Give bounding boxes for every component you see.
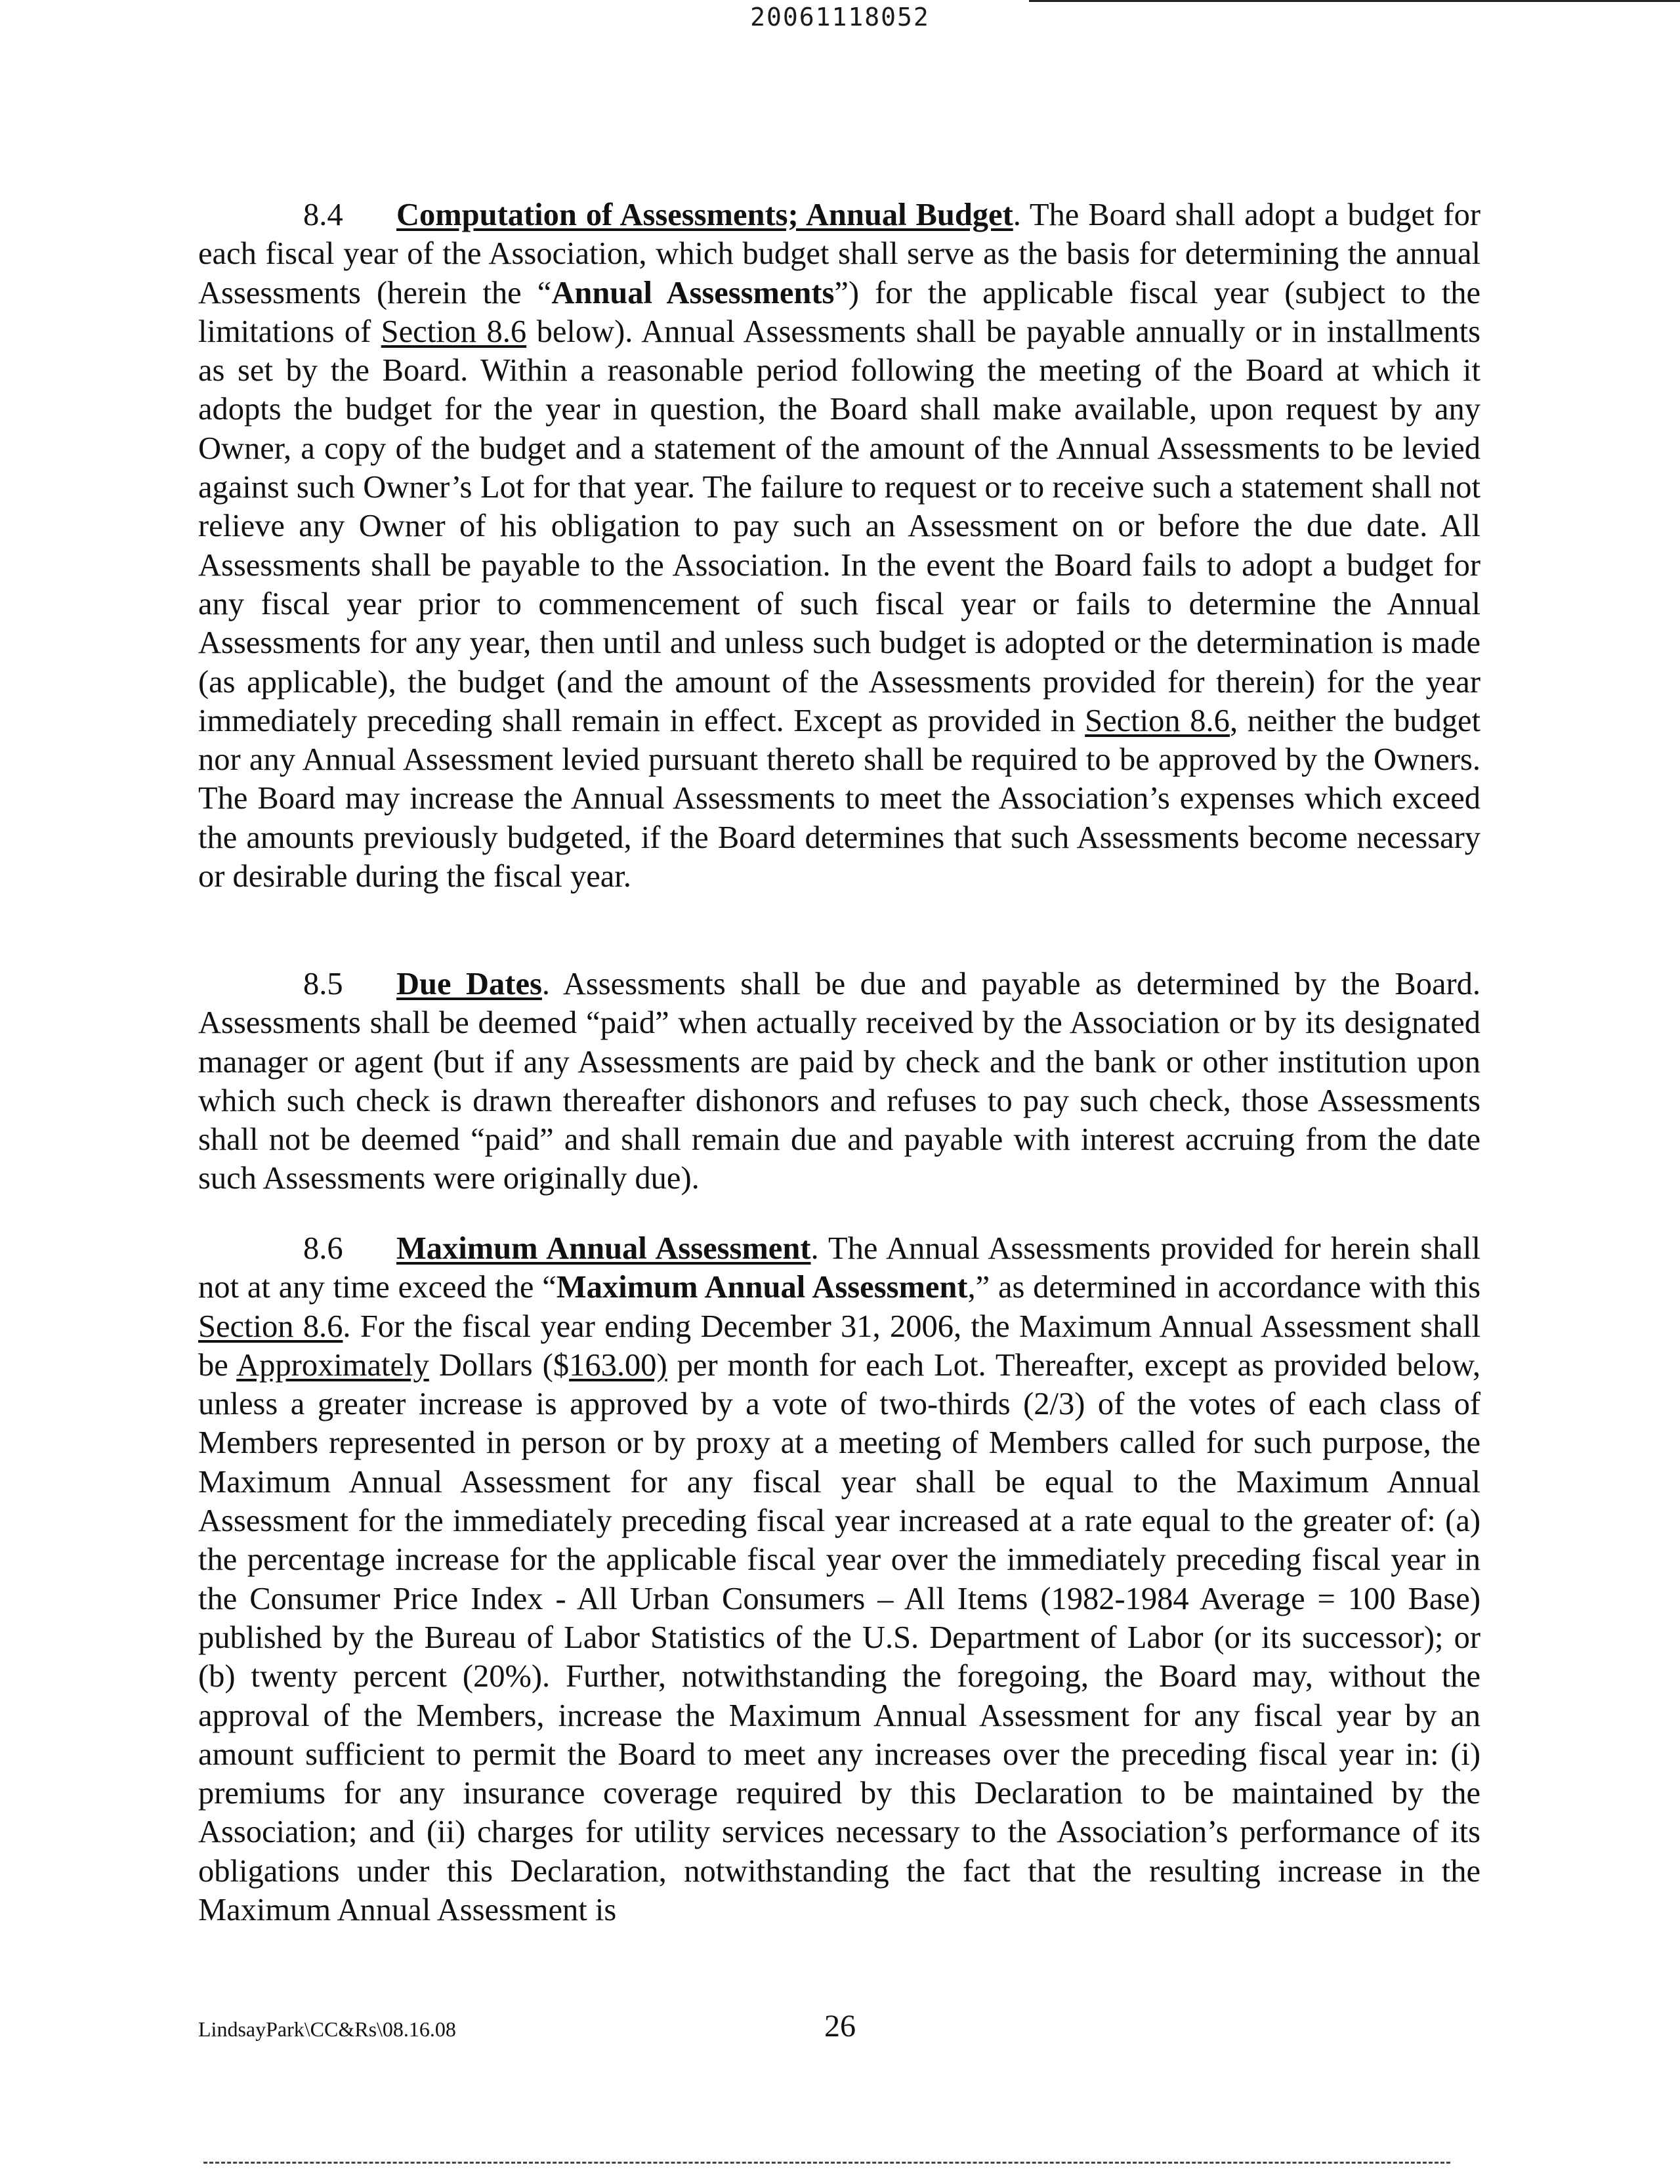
amount-figure: 163.00) <box>569 1347 667 1383</box>
section-text: . The Annual Assessments provided for herein shall not at any time exceed the “ <box>198 1231 1480 1305</box>
amount-words-blank: Approximately <box>236 1347 429 1383</box>
bottom-scan-line <box>203 2162 1450 2164</box>
section-text: below). Annual Assessments shall be payable annually or in installments as set by the Board. Within a reasonable period following the meeting of the Board at which it adopts the budget for the year in question, the Board shall make available, upon request by any Owner, a copy of the budget and a statement of the amount of the Annual Assessments to be levied against such Owner’s Lot for that year. The failure to request or to receive such a statement shall not relieve any Owner of his obligation to pay such an Assessment on or before the due date. All Assessments shall be payable to the Association. In the event the Board fails to adopt a budget for any fiscal year prior to commencement of such fiscal year or fails to determine the Annual Assessments for any year, then until and unless such budget is adopted or the determination is made (as applicable), the budget (and the amount of the Assessments provided for therein) for the year immediately preceding shall remain in effect. Except as provided in <box>198 314 1480 738</box>
section-text: . For the fiscal year ending December 31, 2006, the Maximum Annual Assessment shall be <box>198 1309 1480 1383</box>
section-reference: Section 8.6 <box>1085 703 1230 738</box>
top-border-line <box>1029 0 1680 2</box>
defined-term: Maximum Annual Assessment <box>556 1270 968 1305</box>
section-number: 8.5 <box>303 967 343 1001</box>
page-number: 26 <box>824 2009 856 2044</box>
section-reference: Section 8.6 <box>381 314 527 349</box>
section-text: . Assessments shall be due and payable as determined by the Board. Assessments shall be deemed “paid” when actually received by the Association or by its designated manager or agent (but if any Assessments are paid by check and the bank or other institution upon which such check is drawn thereafter dishonors and refuses to pay such check, those Assessments shall not be deemed “paid” and shall remain due and payable with interest accruing from the date such Assessments were originally due). <box>198 967 1481 1196</box>
section-heading: Computation of Assessments; Annual Budget <box>396 198 1013 232</box>
section-8-4-paragraph <box>198 196 1480 896</box>
section-text: , neither the budget nor any Annual Assessment levied pursuant thereto shall be required to be approved by the Owners. The Board may increase the Annual Assessments to meet the Association’s expenses which exceed the amounts previously budgeted, if the Board determines that such Assessments become necessary or desirable during the fiscal year. <box>198 703 1480 894</box>
defined-term: Annual Assessments <box>551 275 835 310</box>
section-text: ,” as determined in accordance with this <box>967 1270 1481 1305</box>
document-number: 20061118052 <box>750 3 930 32</box>
section-reference: Section 8.6 <box>198 1309 343 1344</box>
section-text: Dollars ($ <box>429 1347 570 1383</box>
section-text: . The Board shall adopt a budget for each fiscal year of the Association, which budget shall serve as the basis for determining the annual Assessments (herein the “ <box>198 198 1480 310</box>
section-number: 8.6 <box>303 1231 343 1266</box>
section-text: ”) for the applicable fiscal year (subject to the limitations of <box>198 275 1480 349</box>
section-8-5-paragraph <box>198 965 1480 1198</box>
footer-file-path: LindsayPark\CC&Rs\08.16.08 <box>198 2017 456 2041</box>
section-heading: Due Dates <box>396 967 542 1001</box>
section-text: per month for each Lot. Thereafter, except as provided below, unless a greater increase is approved by a vote of two-thirds (2/3) of the votes of each class of Members represented in person or by proxy at a meeting of Members called for such purpose, the Maximum Annual Assessment for any fiscal year shall be equal to the Maximum Annual Assessment for the immediately preceding fiscal year increased at a rate equal to the greater of: (a) the percentage increase for the applicable fiscal year over the immediately preceding fiscal year in the Consumer Price Index - All Urban Consumers – All Items (1982-1984 Average = 100 Base) published by the Bureau of Labor Statistics of the U.S. Department of Labor (or its successor); or (b) twenty percent (20%). Further, notwithstanding the foregoing, the Board may, without the approval of the Members, increase the Maximum Annual Assessment for any fiscal year by an amount sufficient to permit the Board to meet any increases over the preceding fiscal year in: (i) premiums for any insurance coverage required by this Declaration to be maintained by the Association; and (ii) charges for utility services necessary to the Association’s performance of its obligations under this Declaration, notwithstanding the fact that the resulting increase in the Maximum Annual Assessment is <box>198 1347 1480 1928</box>
section-8-6-paragraph <box>198 1229 1480 1929</box>
section-number: 8.4 <box>303 198 343 232</box>
section-heading: Maximum Annual Assessment <box>396 1231 811 1266</box>
